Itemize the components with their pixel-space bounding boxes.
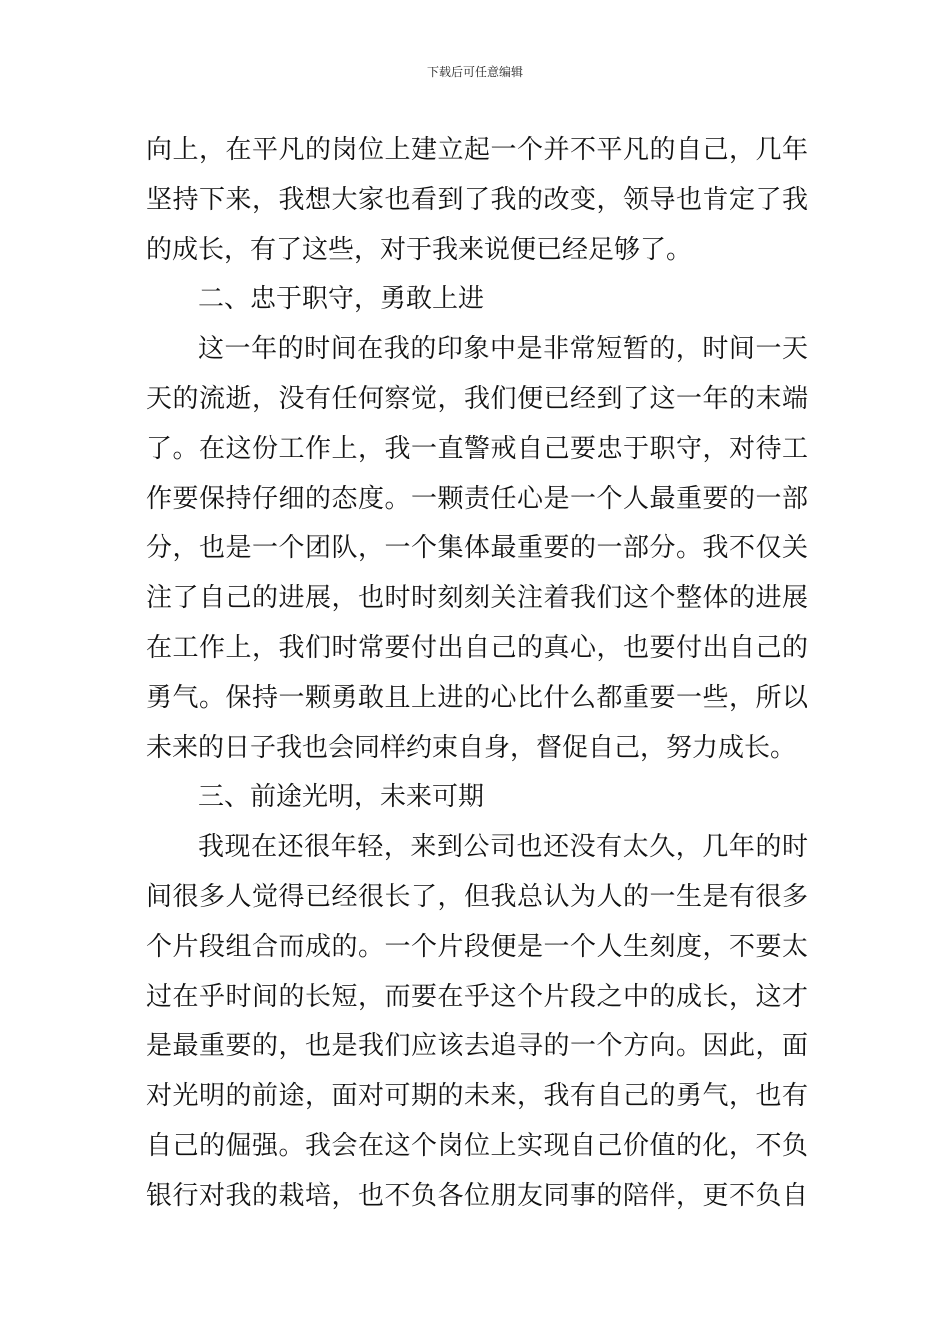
text-line: 天的流逝，没有任何察觉，我们便已经到了这一年的末端 (146, 383, 808, 414)
text-line: 过在乎时间的长短，而要在乎这个片段之中的成长，这才 (146, 981, 808, 1012)
text-line: 个片段组合而成的。一个片段便是一个人生刻度，不要太 (146, 931, 808, 962)
text-line: 我现在还很年轻，来到公司也还没有太久，几年的时 (198, 832, 808, 863)
document-body (146, 126, 808, 1222)
text-line: 勇气。保持一颗勇敢且上进的心比什么都重要一些，所以 (146, 682, 808, 713)
page-header: 下载后可任意编辑 (426, 65, 523, 79)
text-line: 分，也是一个团队，一个集体最重要的一部分。我不仅关 (146, 533, 808, 564)
section-heading: 二、忠于职守，勇敢上进 (198, 284, 485, 315)
text-line: 未来的日子我也会同样约束自身，督促自己，努力成长。 (146, 732, 797, 763)
text-line: 自己的倔强。我会在这个岗位上实现自己价值的化，不负 (146, 1130, 808, 1161)
text-line: 是最重要的，也是我们应该去追寻的一个方向。因此，面 (146, 1031, 808, 1062)
text-line: 了。在这份工作上，我一直警戒自己要忠于职守，对待工 (146, 433, 808, 464)
text-line: 作要保持仔细的态度。一颗责任心是一个人最重要的一部 (146, 483, 808, 514)
text-line: 注了自己的进展，也时时刻刻关注着我们这个整体的进展 (146, 583, 808, 614)
text-line: 银行对我的栽培，也不负各位朋友同事的陪伴，更不负自 (146, 1180, 808, 1211)
text-line: 向上，在平凡的岗位上建立起一个并不平凡的自己，几年 (146, 135, 808, 165)
text-line: 坚持下来，我想大家也看到了我的改变，领导也肯定了我 (146, 184, 808, 215)
text-line: 间很多人觉得已经很长了，但我总认为人的一生是有很多 (146, 881, 808, 912)
text-line: 的成长，有了这些，对于我来说便已经足够了。 (146, 234, 693, 265)
section-heading: 三、前途光明，未来可期 (198, 782, 485, 813)
text-line: 在工作上，我们时常要付出自己的真心，也要付出自己的 (146, 632, 808, 663)
text-line: 对光明的前途，面对可期的未来，我有自己的勇气，也有 (146, 1081, 808, 1112)
text-line: 这一年的时间在我的印象中是非常短暂的，时间一天 (198, 334, 808, 365)
